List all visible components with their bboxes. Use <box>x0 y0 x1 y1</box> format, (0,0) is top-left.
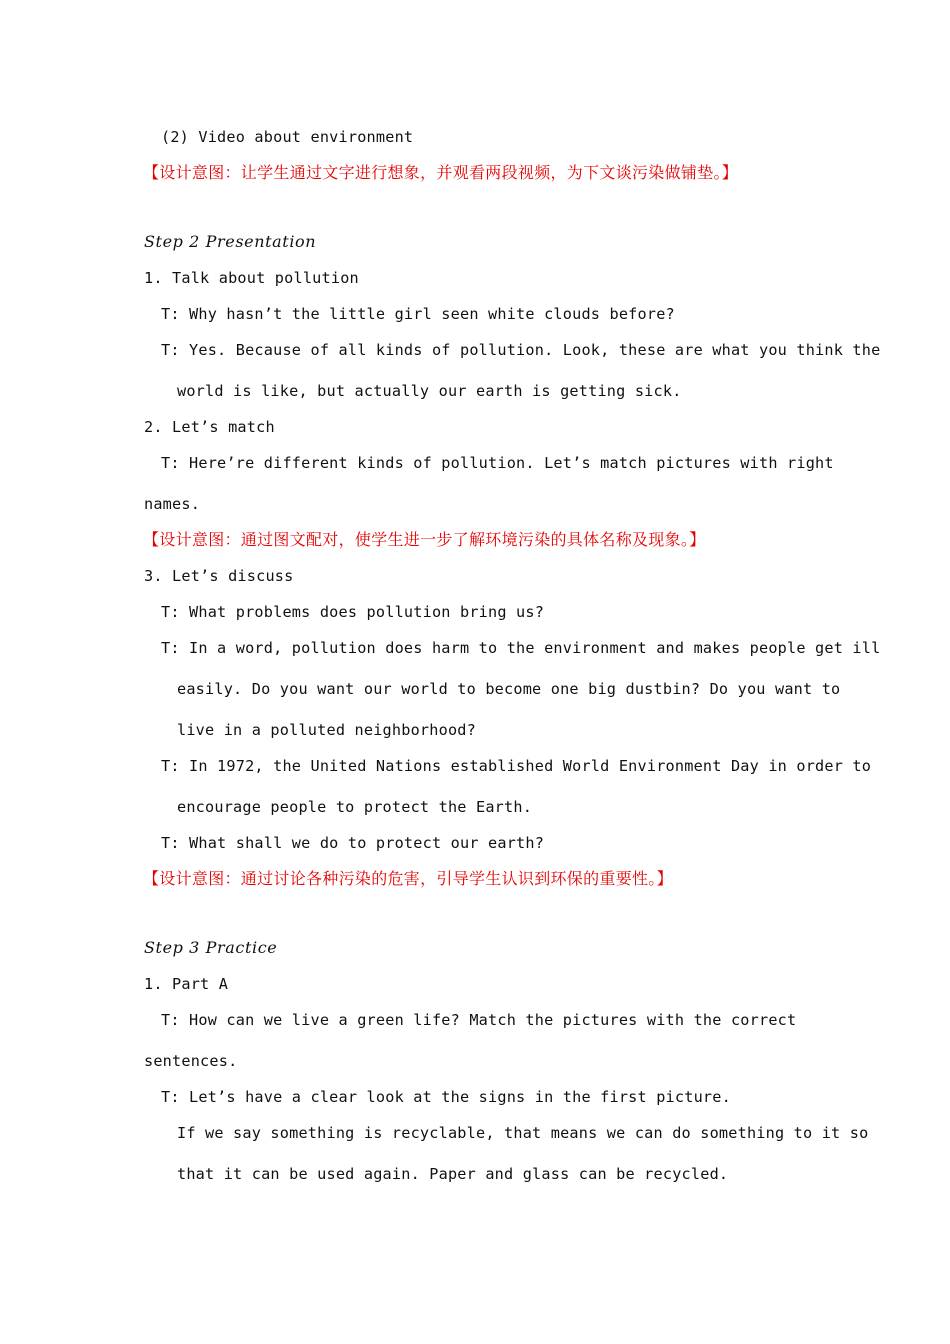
teacher-line: T: What shall we do to protect our earth? <box>161 834 545 852</box>
teacher-line-continuation: encourage people to protect the Earth. <box>177 798 533 816</box>
teacher-line: T: In a word, pollution does harm to the environment and makes people get ill <box>161 639 881 657</box>
teacher-line-continuation: sentences. <box>144 1052 238 1070</box>
teacher-line-continuation: live in a polluted neighborhood? <box>177 721 476 739</box>
teacher-line: T: Yes. Because of all kinds of pollution. Look, these are what you think the <box>161 341 881 359</box>
teacher-line: T: In 1972, the United Nations established World Environment Day in order to <box>161 757 872 775</box>
teacher-line: T: Here’re different kinds of pollution. Let’s match pictures with right <box>161 454 834 472</box>
teacher-line-continuation: world is like, but actually our earth is getting sick. <box>177 382 682 400</box>
numbered-item: 2. Let’s match <box>144 418 275 436</box>
teacher-line: T: Why hasn’t the little girl seen white clouds before? <box>161 305 675 323</box>
teacher-line: T: What problems does pollution bring us? <box>161 603 545 621</box>
video-item: (2) Video about environment <box>161 128 414 146</box>
teacher-line-continuation: easily. Do you want our world to become one big dustbin? Do you want to <box>177 680 841 698</box>
teacher-line-continuation: names. <box>144 495 201 513</box>
teacher-line: T: Let’s have a clear look at the signs in the first picture. <box>161 1088 731 1106</box>
design-intent-note: 【设计意图：让学生通过文字进行想象，并观看两段视频，为下文谈污染做铺垫。】 <box>143 163 739 182</box>
teacher-line-continuation: If we say something is recyclable, that means we can do something to it so <box>177 1124 869 1142</box>
section-heading: Step 2 Presentation <box>144 232 317 251</box>
numbered-item: 3. Let’s discuss <box>144 567 294 585</box>
teacher-line: T: How can we live a green life? Match the pictures with the correct <box>161 1011 797 1029</box>
numbered-item: 1. Part A <box>144 975 229 993</box>
section-heading: Step 3 Practice <box>144 938 278 957</box>
design-intent-note: 【设计意图：通过讨论各种污染的危害，引导学生认识到环保的重要性。】 <box>143 869 673 888</box>
numbered-item: 1. Talk about pollution <box>144 269 359 287</box>
teacher-line-continuation: that it can be used again. Paper and glass can be recycled. <box>177 1165 729 1183</box>
design-intent-note: 【设计意图：通过图文配对，使学生进一步了解环境污染的具体名称及现象。】 <box>143 530 706 549</box>
